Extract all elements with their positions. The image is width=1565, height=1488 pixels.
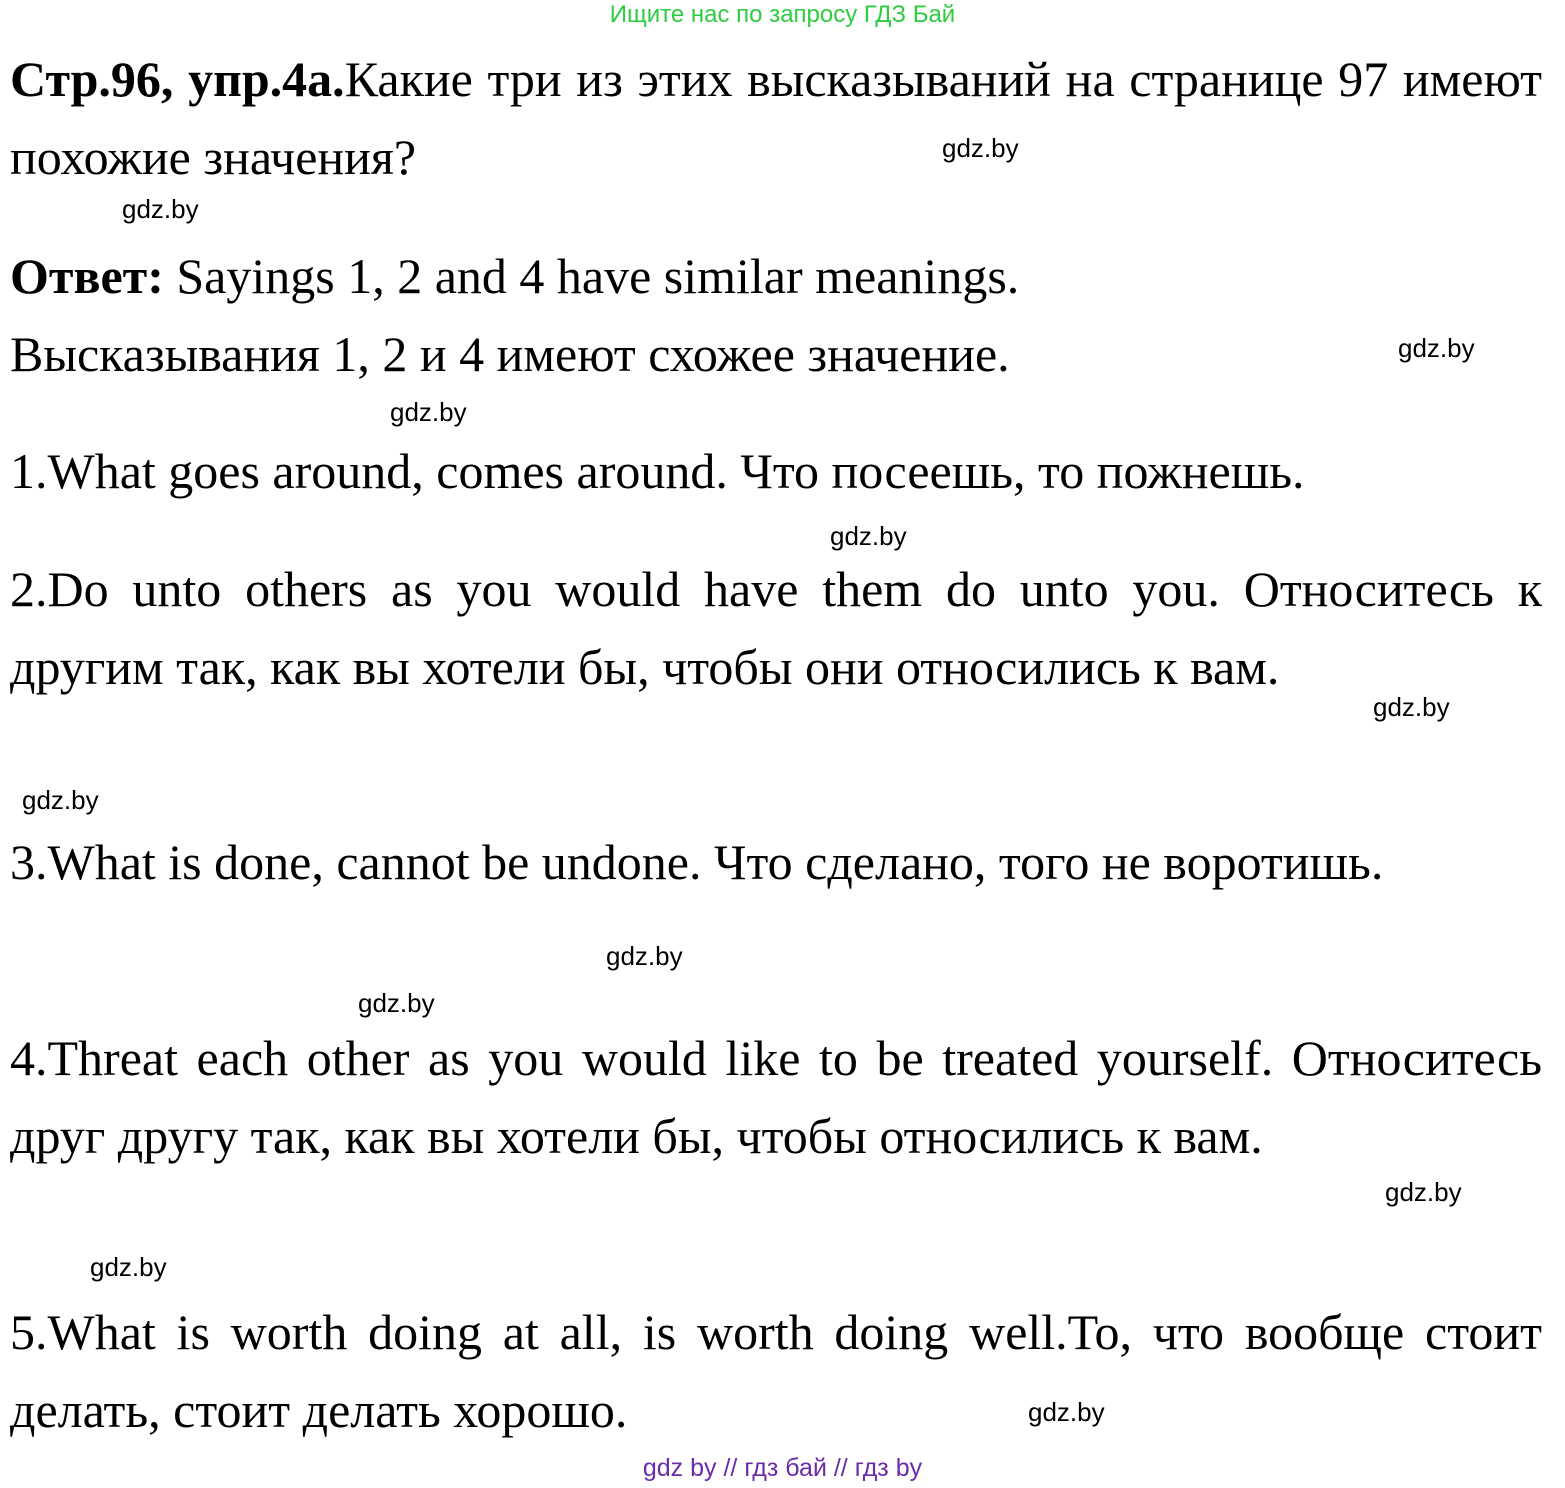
list-item-4: 4.Threat each other as you would like to be treated yourself. Относитесь друг другу так, как вы хотели бы, чтобы относились к вам. [10, 1030, 1542, 1164]
watermark: gdz.by [1385, 1177, 1462, 1207]
watermark: gdz.by [606, 941, 683, 971]
watermark: gdz.by [942, 133, 1019, 163]
answer-text-en: Sayings 1, 2 and 4 have similar meanings. [163, 248, 1020, 304]
watermark: gdz.by [390, 397, 467, 427]
list-item-1: 1.What goes around, comes around. Что посеешь, то пожнешь. [10, 443, 1305, 499]
footer-links: gdz by // гдз бай // гдз by [642, 1454, 923, 1482]
watermark: gdz.by [122, 194, 199, 224]
list-item-2: 2.Do unto others as you would have them do unto you. Относитесь к другим так, как вы хотели бы, чтобы они относились к вам. [10, 561, 1542, 695]
question-paragraph [10, 40, 1542, 196]
list-item-3: 3.What is done, cannot be undone. Что сделано, того не воротишь. [10, 834, 1384, 890]
watermark: gdz.by [1373, 692, 1450, 722]
watermark: gdz.by [358, 988, 435, 1018]
watermark: gdz.by [1398, 333, 1475, 363]
list-item-5: 5.What is worth doing at all, is worth doing well.То, что вообще стоит делать, стоит делать хорошо. [10, 1304, 1542, 1438]
answer-text-ru: Высказывания 1, 2 и 4 имеют схожее значение. [10, 326, 1010, 382]
watermark: gdz.by [90, 1252, 167, 1282]
answer-label: Ответ: [10, 248, 164, 304]
answer-paragraph [10, 237, 1542, 393]
question-label: Стр.96, упр.4а. [10, 51, 345, 107]
watermark: gdz.by [830, 521, 907, 551]
question-text: Какие три из этих высказываний на странице 97 имеют похожие значения? [10, 51, 1542, 185]
watermark: gdz.by [1028, 1397, 1105, 1427]
watermark: gdz.by [22, 785, 99, 815]
top-banner: Ищите нас по запросу ГДЗ Бай [609, 1, 956, 28]
